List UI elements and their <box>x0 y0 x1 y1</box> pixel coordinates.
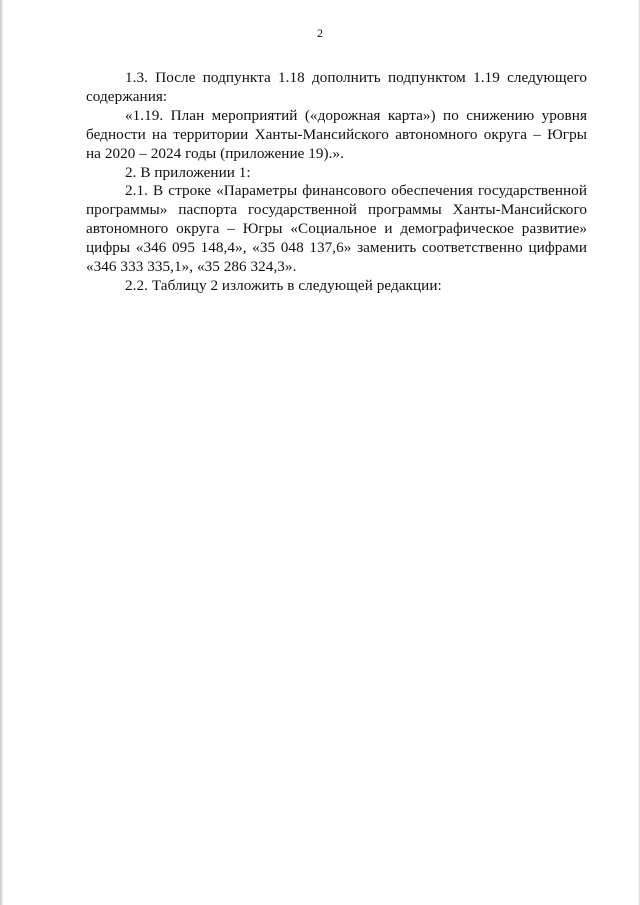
text-line: цифры «346 095 148,4», «35 048 137,6» заменить соответственно цифрами <box>86 239 587 257</box>
paragraph-1-3 <box>86 69 587 107</box>
text-line: программы» паспорта государственной программы Ханты-Мансийского <box>86 201 587 219</box>
page-number: 2 <box>317 26 323 40</box>
text-line: 2.2. Таблицу 2 изложить в следующей редакции: <box>125 276 442 294</box>
document-body <box>86 69 587 296</box>
text-line: 2. В приложении 1: <box>125 163 251 181</box>
text-line: «346 333 335,1», «35 286 324,3». <box>86 258 297 276</box>
text-line: бедности на территории Ханты-Мансийского автономного округа – Югры <box>86 125 587 143</box>
text-line: содержания: <box>86 87 168 105</box>
text-line: «1.19. План мероприятий («дорожная карта») по снижению уровня <box>125 106 587 124</box>
text-line: 2.1. В строке «Параметры финансового обеспечения государственной <box>125 182 587 200</box>
text-line: автономного округа – Югры «Социальное и демографическое развитие» <box>86 220 587 238</box>
text-line: 1.3. После подпункта 1.18 дополнить подпунктом 1.19 следующего <box>125 69 587 86</box>
paragraph-2-2 <box>86 277 587 296</box>
paragraph-2-1 <box>86 182 587 277</box>
scan-edge-left <box>0 0 3 905</box>
paragraph-2 <box>86 164 587 183</box>
text-line: на 2020 – 2024 годы (приложение 19).». <box>86 144 344 162</box>
paragraph-1-19 <box>86 107 587 164</box>
